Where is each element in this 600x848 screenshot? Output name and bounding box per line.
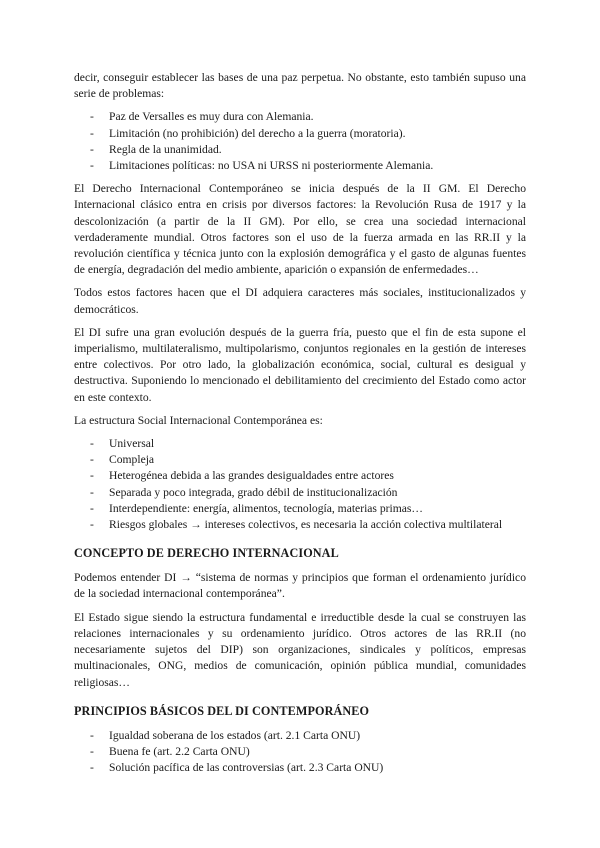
list-item: - Solución pacífica de las controversias (art. 2.3 Carta ONU) [74, 760, 526, 776]
list-dash: - [90, 469, 94, 483]
paragraph-state: El Estado sigue siendo la estructura fundamental e irreductible desde la cual se construyen las relaciones internacionales y su ordenamiento jurídico. Otros actores de las RR.II (no necesariamente sujetos del DIP) son organizaciones, sindicales y políticos, empresas multinacionales, ONG, medios de comunicación, opinión pública mundial, comunidades religiosas… [74, 610, 526, 689]
structure-intro: La estructura Social Internacional Contemporánea es: [74, 413, 323, 427]
list-item: - Limitaciones políticas: no USA ni URSS ni posteriormente Alemania. [74, 158, 526, 174]
list-item: - Universal [74, 436, 526, 452]
paragraph-factors: Todos estos factores hacen que el DI adquiera caracteres más sociales, institucionalizados y democráticos. [74, 286, 526, 316]
section-heading-principles: PRINCIPIOS BÁSICOS DEL DI CONTEMPORÁNEO [74, 703, 370, 718]
list-dash: - [90, 453, 94, 467]
list-item: - Separada y poco integrada, grado débil de institucionalización [74, 485, 526, 501]
list-dash: - [90, 485, 94, 499]
structure-list [74, 436, 526, 533]
intro-paragraph: decir, conseguir establecer las bases de una paz perpetua. No obstante, esto también supuso una serie de problemas: [74, 71, 526, 101]
list-dash: - [90, 501, 94, 515]
list-item: - Buena fe (art. 2.2 Carta ONU) [74, 744, 526, 760]
section-heading-concept: CONCEPTO DE DERECHO INTERNACIONAL [74, 546, 339, 561]
list-item: - Igualdad soberana de los estados (art. 2.1 Carta ONU) [74, 728, 526, 744]
list-dash: - [90, 437, 94, 451]
list-dash: - [90, 728, 94, 742]
list-item: - Limitación (no prohibición) del derecho a la guerra (moratoria). [74, 126, 526, 142]
list-dash: - [90, 518, 94, 532]
list-item: - Compleja [74, 452, 526, 468]
paragraph-definition: Podemos entender DI → “sistema de normas y principios que forman el ordenamiento jurídico de la sociedad internacional contemporánea”. [74, 571, 526, 601]
list-dash: - [90, 744, 94, 758]
list-item: - Paz de Versalles es muy dura con Alemania. [74, 109, 526, 125]
principles-list [74, 728, 526, 777]
list-dash: - [90, 126, 94, 140]
paragraph-cold-war: El DI sufre una gran evolución después de la guerra fría, puesto que el fin de esta supone el imperialismo, multilateralismo, multipolarismo, conjuntos regionales en la gestión de intereses entre colectivos. Por otro lado, la globalización económica, social, cultural es desigual y destructiva. Suponiendo lo mencionado el debilitamiento del crecimiento del Estado como actor en este contexto. [74, 325, 526, 404]
list-item: - Regla de la unanimidad. [74, 142, 526, 158]
list-dash: - [90, 110, 94, 124]
list-item: - Riesgos globales → intereses colectivos, es necesaria la acción colectiva multilateral [74, 517, 526, 533]
list-dash: - [90, 159, 94, 173]
list-dash: - [90, 142, 94, 156]
problems-list [74, 109, 526, 174]
list-item: - Heterogénea debida a las grandes desigualdades entre actores [74, 468, 526, 484]
list-item: - Interdependiente: energía, alimentos, tecnología, materias primas… [74, 501, 526, 517]
list-dash: - [90, 761, 94, 775]
paragraph-contemporary-law: El Derecho Internacional Contemporáneo se inicia después de la II GM. El Derecho Internacional clásico entra en crisis por diversos factores: la Revolución Rusa de 1917 y la descolonización (a partir de la II GM). Por ello, se crea una sociedad internacional verdaderamente mundial. Otros factores son el uso de la fuerza armada en las RR.II y la revolución científica y técnica junto con la explosión demográfica y el gasto de algunas fuentes de energía, degradación del medio ambiente, aparición o expansión de enfermedades… [74, 182, 526, 277]
